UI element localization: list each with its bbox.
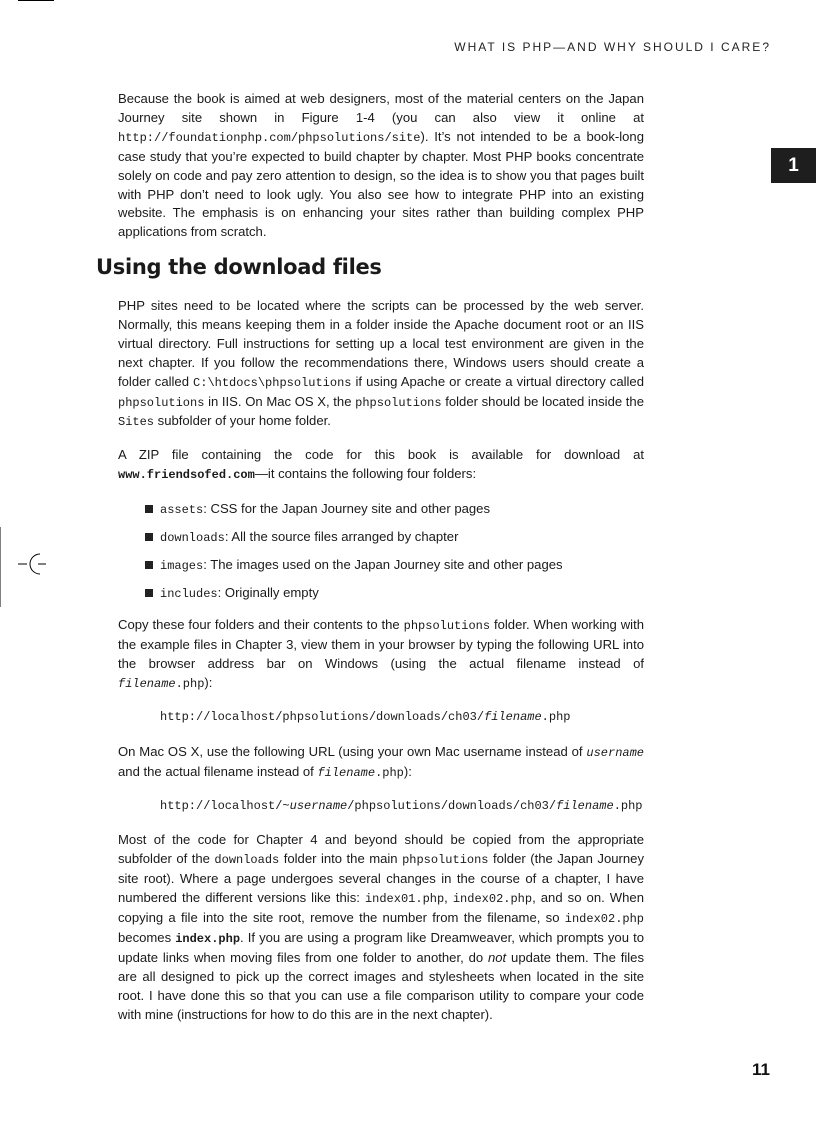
- section-heading: Using the download files: [96, 255, 382, 279]
- paragraph-versions: Most of the code for Chapter 4 and beyond should be copied from the appropriate subfolder of the downloads folder into the main phpsolutions folder (the Japan Journey site root). Where a page undergoes several changes in the course of a chapter, I have numbered the different versions like this: index01.php, index02.php, and so on. When copying a file into the site root, remove the number from the filename, so index02.php becomes index.php. If you are using a program like Dreamweaver, which prompts you to update links when moving files from one folder to another, do not update them. The files are all designed to pick up the correct images and stylesheets when located in the site root. I have done this so that you can use a file comparison utility to compare your code with mine (instructions for how to do this are in the next chapter).: [118, 832, 644, 1022]
- running-head: WHAT IS PHP—AND WHY SHOULD I CARE?: [454, 40, 771, 54]
- paragraph-location: PHP sites need to be located where the scripts can be processed by the web server. Normally, this means keeping them in a folder inside the Apache document root or an IIS virtual directory. Full instructions for setting up a local test environment are given in the next chapter. If you follow the recommendations there, Windows users should create a folder called C:\htdocs\phpsolutions if using Apache or create a virtual directory called phpsolutions in IIS. On Mac OS X, the phpsolutions folder should be located inside the Sites subfolder of your home folder.: [118, 298, 644, 430]
- square-bullet-icon: [145, 561, 153, 569]
- square-bullet-icon: [145, 505, 153, 513]
- top-rule: [18, 0, 54, 1]
- site-url: http://foundationphp.com/phpsolutions/site: [118, 130, 421, 145]
- crop-mark-icon: [0, 527, 60, 607]
- intro-block: [118, 90, 644, 256]
- paragraph-copy: Copy these four folders and their contents to the phpsolutions folder. When working with the example files in Chapter 3, view them in your browser by typing the following URL into the browser address bar on Windows (using the actual filename instead of filename.php):: [118, 617, 644, 691]
- list-item: downloads: All the source files arranged by chapter: [145, 527, 644, 548]
- download-url: www.friendsofed.com: [118, 468, 255, 483]
- section-body: [118, 297, 644, 1038]
- code-url-windows: http://localhost/phpsolutions/downloads/ch03/filename.php: [160, 709, 571, 724]
- list-item: images: The images used on the Japan Journey site and other pages: [145, 555, 644, 576]
- list-item: includes: Originally empty: [145, 583, 644, 604]
- square-bullet-icon: [145, 589, 153, 597]
- list-item: assets: CSS for the Japan Journey site and other pages: [145, 499, 644, 520]
- paragraph-zip: A ZIP file containing the code for this book is available for download at www.friendsofed.com—it contains the following four folders:: [118, 447, 644, 483]
- paragraph-mac: On Mac OS X, use the following URL (using your own Mac username instead of username and the actual filename instead of filename.php):: [118, 743, 644, 780]
- folder-list: [118, 499, 644, 604]
- chapter-tab: 1: [771, 148, 816, 183]
- code-url-mac: http://localhost/~username/phpsolutions/downloads/ch03/filename.php: [160, 798, 643, 813]
- page-number: 11: [752, 1060, 770, 1079]
- intro-paragraph: Because the book is aimed at web designers, most of the material centers on the Japan Journey site shown in Figure 1-4 (you can also view it online at http://foundationphp.com/phpsolutions/site). It’s not intended to be a book-long case study that you’re expected to build chapter by chapter. Most PHP books concentrate solely on code and pay zero attention to design, so the idea is to show you that pages built with PHP don’t need to look ugly. You also see how to integrate PHP into an existing website. The emphasis is on enhancing your sites rather than building complex PHP applications from scratch.: [118, 91, 644, 240]
- square-bullet-icon: [145, 533, 153, 541]
